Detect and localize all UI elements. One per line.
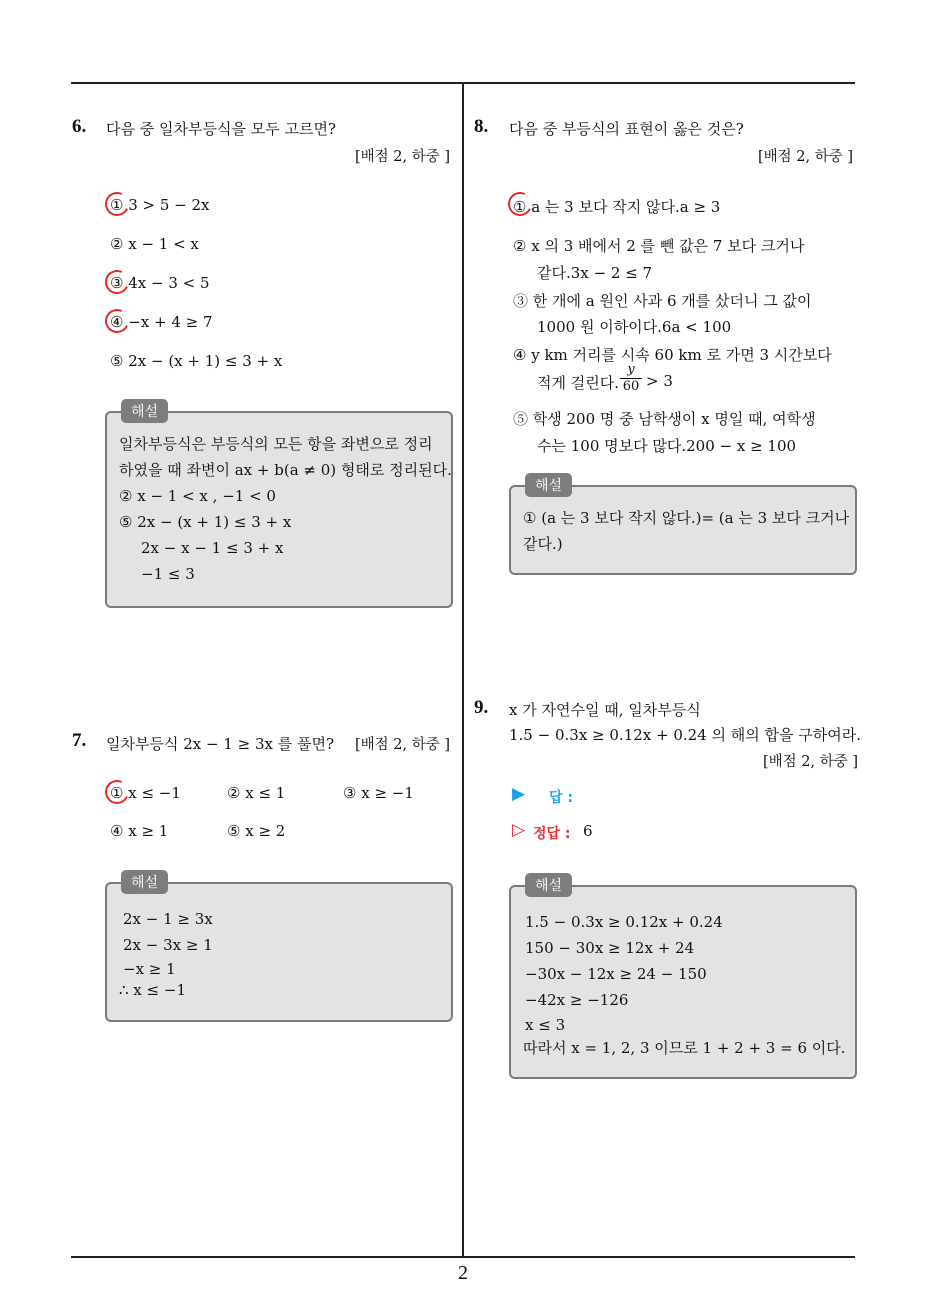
- q8-solution-line: 같다.): [523, 535, 563, 553]
- q6-solution-body: [119, 431, 452, 587]
- bottom-rule: [71, 1256, 855, 1258]
- q6-option-3[interactable]: ③ 4x − 3 < 5: [110, 274, 210, 292]
- q8-fraction: [620, 362, 642, 395]
- q8-meta: [배점 2, 하중 ]: [757, 149, 853, 165]
- q6-solution-line: 2x − x − 1 ≤ 3 + x: [141, 539, 284, 557]
- q6-solution-line: ⑤ 2x − (x + 1) ≤ 3 + x: [119, 513, 292, 531]
- page-number: 2: [458, 1262, 468, 1284]
- q7-solution-line: 2x − 3x ≥ 1: [123, 936, 213, 954]
- q9-solution-tag: 해설: [525, 873, 572, 897]
- q7-solution-body: [119, 906, 441, 1000]
- q8-option-1[interactable]: ① a 는 3 보다 작지 않다.a ≥ 3: [513, 198, 721, 216]
- q7-solution-tag: 해설: [121, 870, 168, 894]
- q6-solution-line: ② x − 1 < x , −1 < 0: [119, 487, 276, 505]
- q7-meta: [배점 2, 하중 ]: [354, 737, 450, 753]
- q8-text: 다음 중 부등식의 표현이 옳은 것은?: [509, 120, 744, 138]
- q6-text: 다음 중 일차부등식을 모두 고르면?: [106, 120, 336, 138]
- q8-option-2[interactable]: ② x 의 3 배에서 2 를 뺀 값은 7 보다 크거나: [513, 237, 805, 255]
- q9-text-line2: 1.5 − 0.3x ≥ 0.12x + 0.24 의 해의 합을 구하여라.: [509, 726, 861, 744]
- q6-option-4[interactable]: ④ −x + 4 ≥ 7: [110, 313, 213, 331]
- q9-answer-label: 답 :: [549, 790, 573, 806]
- q9-correct-value: 6: [583, 822, 593, 840]
- q7-option-1[interactable]: ① x ≤ −1: [110, 784, 181, 802]
- q7-number: 7.: [72, 730, 87, 751]
- q9-correct-label: 정답 :: [533, 826, 571, 842]
- q9-text-line1: x 가 자연수일 때, 일차부등식: [509, 701, 701, 719]
- correct-arrow-icon: ▷: [512, 820, 526, 840]
- q7-option-3[interactable]: ③ x ≥ −1: [343, 784, 414, 802]
- q8-solution-tag: 해설: [525, 473, 572, 497]
- q7-solution-line: 2x − 1 ≥ 3x: [123, 910, 213, 928]
- q8-fraction-denominator: 60: [622, 379, 640, 394]
- q9-solution-line: 150 − 30x ≥ 12x + 24: [525, 939, 695, 957]
- q8-option-4[interactable]: ④ y km 거리를 시속 60 km 로 가면 3 시간보다: [513, 346, 832, 364]
- q7-solution-line: ∴ x ≤ −1: [119, 981, 186, 999]
- q6-solution-line: −1 ≤ 3: [141, 565, 195, 583]
- q7-solution-box: [105, 875, 453, 1022]
- column-divider: [462, 82, 464, 1257]
- q6-solution-line: 일차부등식은 부등식의 모든 항을 좌변으로 정리: [119, 435, 433, 453]
- q8-option-5-cont: 수는 100 명보다 많다.200 − x ≥ 100: [537, 437, 797, 455]
- q7-option-4[interactable]: ④ x ≥ 1: [110, 822, 169, 840]
- q9-solution-line: x ≤ 3: [525, 1016, 566, 1034]
- q6-solution-box: [105, 404, 453, 608]
- q7-text: 일차부등식 2x − 1 ≥ 3x 를 풀면?: [106, 735, 335, 753]
- q9-solution-body: [523, 909, 845, 1059]
- q9-solution-line: 따라서 x = 1, 2, 3 이므로 1 + 2 + 3 = 6 이다.: [523, 1039, 846, 1057]
- q6-option-2[interactable]: ② x − 1 < x: [110, 235, 199, 253]
- q8-option-3-cont: 1000 원 이하이다.6a < 100: [537, 318, 732, 336]
- q9-meta: [배점 2, 하중 ]: [762, 754, 858, 770]
- q8-fraction-numerator: y: [627, 362, 635, 377]
- q8-option-3[interactable]: ③ 한 개에 a 원인 사과 6 개를 샀더니 그 값이: [513, 292, 812, 310]
- q8-option-4-cont: 적게 걸린다.: [537, 374, 619, 392]
- q9-solution-line: −30x − 12x ≥ 24 − 150: [525, 965, 707, 983]
- q9-solution-line: −42x ≥ −126: [525, 991, 629, 1009]
- q9-answer-input[interactable]: [590, 784, 840, 806]
- q6-meta: [배점 2, 하중 ]: [354, 149, 450, 165]
- q6-solution-tag: 해설: [121, 399, 168, 423]
- answer-arrow-icon: ▶: [512, 784, 526, 804]
- q7-option-5[interactable]: ⑤ x ≥ 2: [227, 822, 286, 840]
- q6-option-1[interactable]: ① 3 > 5 − 2x: [110, 196, 210, 214]
- q8-option-4-tail: > 3: [646, 372, 673, 390]
- q7-option-2[interactable]: ② x ≤ 1: [227, 784, 286, 802]
- q6-number: 6.: [72, 116, 87, 137]
- q8-option-2-cont: 같다.3x − 2 ≤ 7: [537, 264, 653, 282]
- q7-solution-line: −x ≥ 1: [123, 960, 176, 978]
- q8-solution-body: [523, 505, 850, 557]
- q9-number: 9.: [474, 697, 489, 718]
- q9-solution-line: 1.5 − 0.3x ≥ 0.12x + 0.24: [525, 913, 723, 931]
- q8-solution-line: ① (a 는 3 보다 작지 않다.)= (a 는 3 보다 크거나: [523, 509, 850, 527]
- q6-solution-line: 하였을 때 좌변이 ax + b(a ≠ 0) 형태로 정리된다.: [119, 461, 452, 479]
- q8-number: 8.: [474, 116, 489, 137]
- q8-solution-box: [509, 478, 857, 575]
- q8-option-5[interactable]: ⑤ 학생 200 명 중 남학생이 x 명일 때, 여학생: [513, 410, 816, 428]
- q6-option-5[interactable]: ⑤ 2x − (x + 1) ≤ 3 + x: [110, 352, 283, 370]
- q9-solution-box: [509, 878, 857, 1079]
